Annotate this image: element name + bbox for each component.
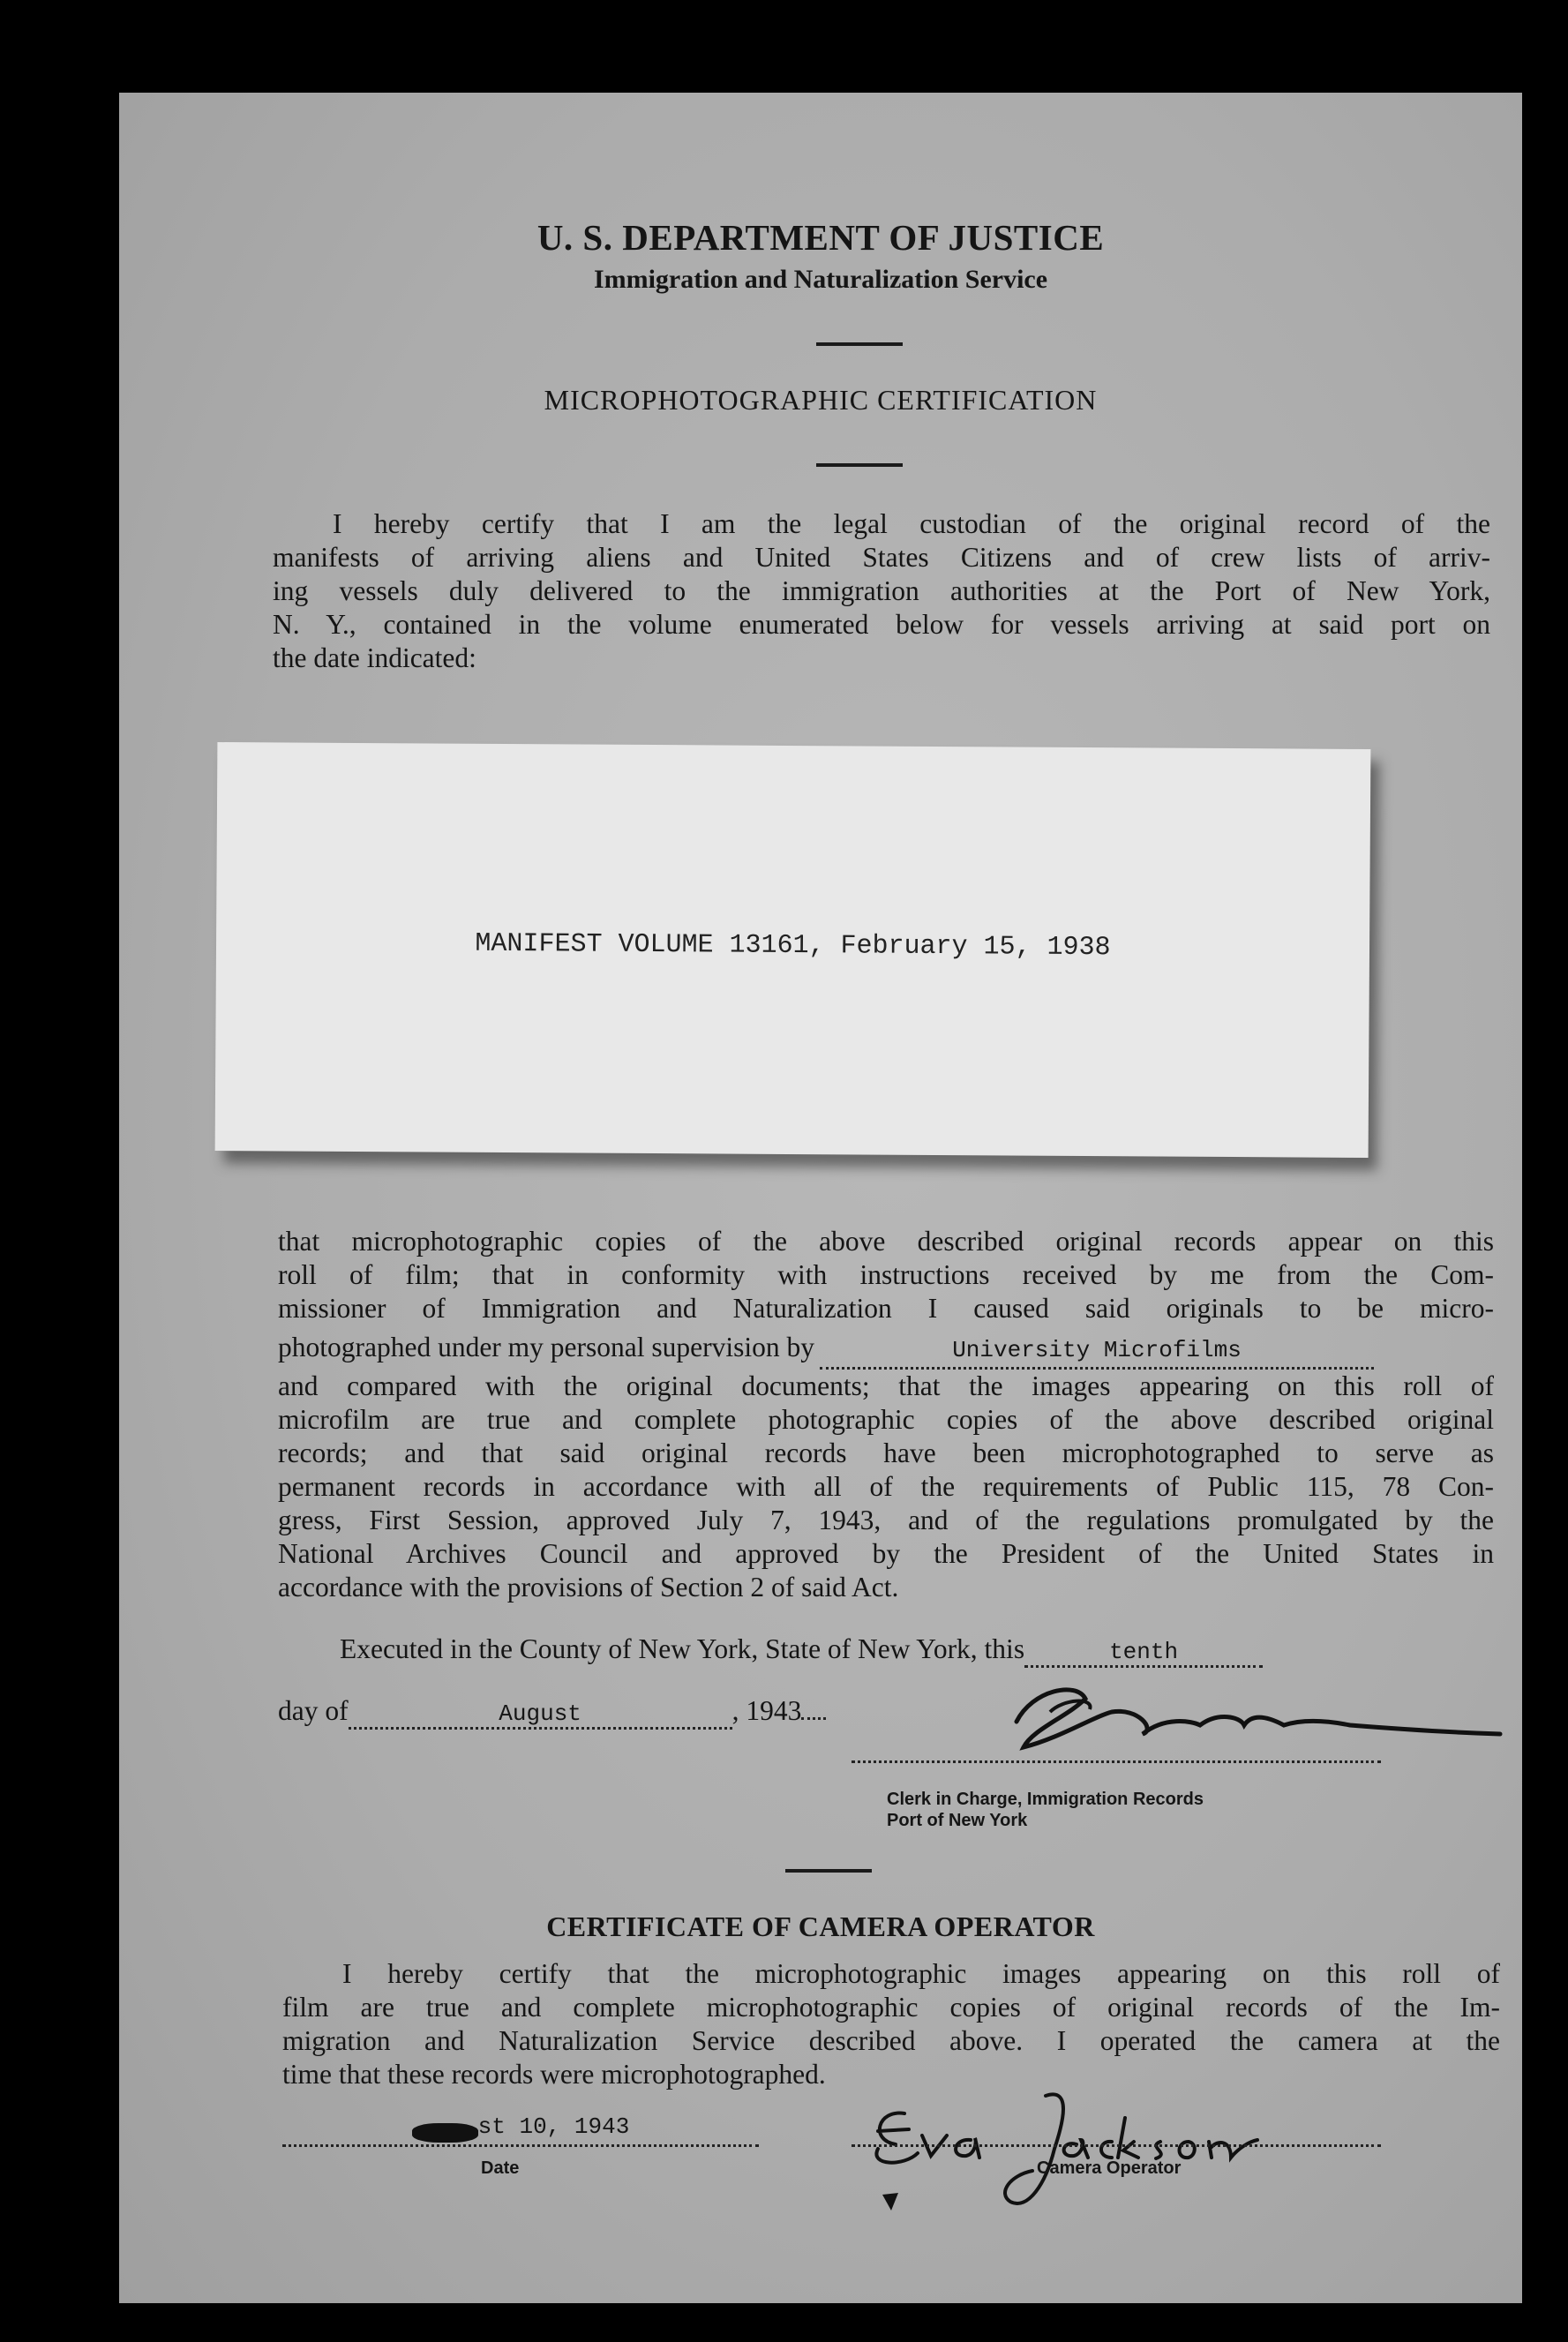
supervision-line (278, 1331, 1494, 1370)
body-paragraph (278, 1225, 1494, 1604)
year-value: , 1943 (731, 1695, 802, 1726)
month-field (349, 1695, 732, 1730)
month-value: August (499, 1700, 581, 1727)
clerk-title-line: Port of New York (887, 1811, 1028, 1830)
operator-signature (843, 2069, 1337, 2228)
divider-rule (816, 463, 903, 467)
supervision-prefix: photographed under my personal supervision by (278, 1332, 815, 1362)
intro-line: ing vessels duly delivered to the immigration authorities at the Port of New York, (273, 575, 1490, 606)
certification-title: MICROPHOTOGRAPHIC CERTIFICATION (544, 384, 1098, 416)
divider-rule (816, 342, 903, 346)
body-line: permanent records in accordance with all of the requirements of Public 115, 78 Con- (278, 1471, 1494, 1502)
supervision-field (820, 1331, 1374, 1370)
ink-mark (874, 2184, 909, 2219)
camera-line: film are true and complete microphotographic copies of original records of the Im- (282, 1992, 1500, 2023)
intro-line: the date indicated: (273, 642, 476, 673)
date-field (282, 2113, 759, 2140)
certificate-page (119, 93, 1522, 2303)
date-value: st 10, 1943 (477, 2113, 630, 2140)
body-line: microfilm are true and complete photographic copies of the above described original (278, 1404, 1494, 1435)
camera-line: time that these records were microphotographed. (282, 2059, 826, 2090)
body-line: roll of film; that in conformity with instructions received by me from the Com- (278, 1259, 1494, 1290)
executed-day-value: tenth (1109, 1639, 1179, 1665)
day-of-label: day of (278, 1695, 349, 1726)
manifest-volume-text: MANIFEST VOLUME 13161, February 15, 1938 (475, 928, 1111, 964)
department-title: U. S. DEPARTMENT OF JUSTICE (536, 217, 1105, 258)
supervision-value: University Microfilms (952, 1337, 1242, 1363)
clerk-title (887, 1789, 1204, 1831)
service-subtitle: Immigration and Naturalization Service (593, 265, 1048, 294)
clerk-signature-line (852, 1760, 1381, 1763)
date-line (282, 2144, 759, 2147)
day-of-line (278, 1695, 826, 1730)
intro-line: N. Y., contained in the volume enumerated below for vessels arriving at said port on (273, 609, 1490, 640)
camera-operator-heading: CERTIFICATE OF CAMERA OPERATOR (546, 1910, 1095, 1942)
body-line: that microphotographic copies of the above described original records appear on this (278, 1226, 1494, 1257)
date-blot (412, 2123, 478, 2143)
intro-paragraph (273, 507, 1490, 675)
body-line: and compared with the original documents; that the images appearing on this roll of (278, 1370, 1494, 1401)
divider-rule (785, 1869, 872, 1873)
operator-label: Camera Operator (1037, 2158, 1182, 2178)
body-line: gress, First Session, approved July 7, 1943, and of the regulations promulgated by the (278, 1505, 1494, 1535)
manifest-card (215, 742, 1371, 1158)
clerk-title-line: Clerk in Charge, Immigration Records (887, 1790, 1204, 1809)
executed-prefix: Executed in the County of New York, State of New York, this (340, 1633, 1025, 1664)
body-line: missioner of Immigration and Naturalization I caused said originals to be micro- (278, 1293, 1494, 1324)
body-line: National Archives Council and approved by the President of the United States in (278, 1538, 1494, 1569)
camera-line: I hereby certify that the microphotographic images appearing on this roll of (342, 1958, 1500, 1989)
intro-line: I hereby certify that I am the legal custodian of the original record of the (333, 508, 1490, 539)
operator-signature-line (852, 2144, 1381, 2147)
body-line: accordance with the provisions of Section 2 of said Act. (278, 1572, 899, 1603)
camera-line: migration and Naturalization Service described above. I operated the camera at the (282, 2025, 1500, 2056)
date-label: Date (481, 2158, 520, 2178)
intro-line: manifests of arriving aliens and United States Citizens and of crew lists of arriv- (273, 542, 1490, 573)
body-line: records; and that said original records have been microphotographed to serve as (278, 1437, 1494, 1468)
